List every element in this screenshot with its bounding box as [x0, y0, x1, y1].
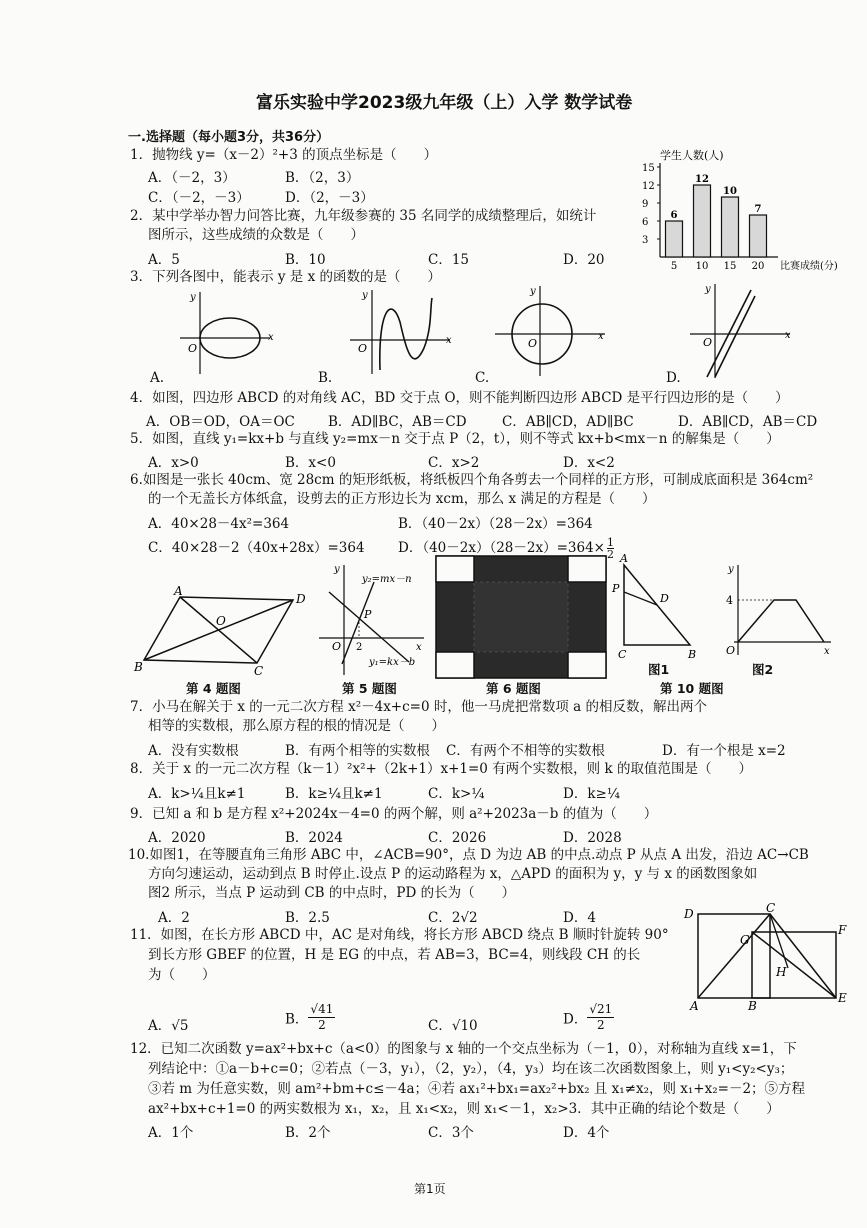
svg-text:x: x [268, 332, 274, 343]
q4-stem: 4．如图，四边形 ABCD 的对角线 AC，BD 交于点 O，则不能判断四边形 ABCD 是平行四边形的是（ ） [130, 390, 789, 406]
q11-stem-line3: 为（ ） [148, 967, 216, 983]
q1-option-d[interactable]: D．（2，－3） [285, 190, 374, 206]
q4-option-d[interactable]: D．AB∥CD，AB＝CD [678, 414, 818, 430]
q12-option-b[interactable]: B．2个 [285, 1125, 331, 1141]
q8-option-a[interactable]: A．k>¼且k≠1 [148, 786, 246, 802]
x-tick-label: 20 [751, 261, 765, 272]
caption-fig10-2: 图2 [752, 662, 774, 677]
y-tick-label: 15 [642, 163, 655, 174]
q6-option-d[interactable]: D．（40－2x）（28－2x）=364× $\frac{1}{2}$ [398, 536, 614, 561]
q1-option-c[interactable]: C．（－2，－3） [148, 190, 250, 206]
q10-stem-line1: 10.如图1，在等腰直角三角形 ABC 中，∠ACB=90°，点 D 为边 AB 的中点.动点 P 从点 A 出发，沿边 AC→CB [128, 847, 809, 863]
svg-text:A: A [174, 584, 183, 598]
page-title: 富乐实验中学2023级九年级（上）入学 数学试卷 [256, 93, 633, 113]
bar [750, 215, 767, 257]
figure-q10-graph [716, 560, 836, 660]
svg-text:O: O [726, 644, 736, 657]
svg-text:D: D [684, 907, 694, 921]
q5-option-a[interactable]: A．x>0 [148, 455, 199, 471]
q3-option-c[interactable]: C. [475, 370, 490, 386]
y-tick-label: 12 [642, 181, 655, 192]
q1-option-b[interactable]: B．（2，3） [285, 170, 360, 186]
bar [666, 221, 683, 257]
svg-text:F: F [838, 923, 847, 937]
svg-text:C: C [254, 664, 264, 678]
figure-q11-rectangles [680, 902, 850, 1014]
q5-option-d[interactable]: D．x<2 [563, 455, 615, 471]
bar-value-label: 7 [754, 204, 762, 215]
section-heading: 一.选择题（每小题3分，共36分） [128, 130, 330, 145]
bar-value-label: 12 [695, 174, 709, 185]
x-tick-label: 15 [723, 261, 737, 272]
svg-text:x: x [785, 330, 791, 341]
q3-graph-c[interactable] [490, 284, 610, 379]
svg-text:O: O [216, 614, 226, 628]
q11-option-b[interactable]: B． $\frac{√41}{2}$ [285, 1002, 334, 1032]
q12-option-a[interactable]: A．1个 [148, 1125, 194, 1141]
caption-fig4: 第 4 题图 [186, 681, 241, 696]
q2-bar-chart [620, 145, 850, 280]
q7-option-a[interactable]: A．没有实数根 [148, 743, 239, 759]
q10-option-a[interactable]: A．2 [158, 910, 190, 926]
q3-graph-d[interactable] [685, 282, 805, 382]
svg-text:O: O [528, 337, 538, 350]
corner-square [568, 556, 606, 582]
q5-stem: 5．如图，直线 y₁=kx+b 与直线 y₂=mx－n 交于点 P（2，t），则不等式 kx+b<mx－n 的解集是（ ） [130, 431, 780, 447]
chart-x-label: 比赛成绩(分) [780, 261, 838, 272]
svg-text:O: O [332, 640, 342, 653]
svg-text:G: G [740, 933, 750, 947]
svg-text:4: 4 [726, 594, 733, 607]
svg-text:D: D [296, 592, 306, 606]
svg-text:x: x [416, 642, 422, 653]
q4-option-b[interactable]: B．AD∥BC，AB＝CD [328, 414, 467, 430]
figure-q6-cardboard [436, 556, 606, 678]
svg-text:H: H [776, 965, 787, 979]
q10-stem-line3: 图2 所示，当点 P 运动到 CB 的中点时，PD 的长为（ ） [148, 885, 516, 901]
svg-text:B: B [134, 660, 143, 674]
q10-option-c[interactable]: C．2√2 [428, 910, 478, 926]
figure-q10-triangle [612, 550, 702, 660]
q4-option-a[interactable]: A．OB＝OD，OA＝OC [146, 414, 295, 430]
q1-option-a[interactable]: A．（－2，3） [148, 170, 236, 186]
q7-stem-line2: 相等的实数根，那么原方程的根的情况是（ ） [148, 718, 445, 734]
q3-graph-a[interactable] [160, 288, 280, 378]
q1-stem: 1．抛物线 y=（x－2）²+3 的顶点坐标是（ ） [130, 147, 438, 163]
svg-text:x: x [598, 331, 604, 342]
svg-text:P: P [364, 608, 372, 621]
svg-text:B: B [688, 648, 697, 661]
q6-option-a[interactable]: A．40×28－4x²=364 [148, 516, 290, 532]
caption-fig10-1: 图1 [648, 662, 670, 677]
q9-option-c[interactable]: C．2026 [428, 830, 487, 846]
wave-curve [380, 298, 432, 370]
q6-option-c[interactable]: C．40×28－2（40x+28x）=364 [148, 540, 365, 556]
q2-option-c[interactable]: C．15 [428, 252, 470, 268]
x-tick-label: 5 [670, 261, 678, 272]
q3-option-d[interactable]: D. [666, 370, 681, 386]
q3-option-b[interactable]: B. [318, 370, 333, 386]
q2-stem-line1: 2．某中学举办智力问答比赛，九年级参赛的 35 名同学的成绩整理后，如统计 [130, 208, 597, 224]
q5-option-c[interactable]: C．x>2 [428, 455, 480, 471]
corner-square [436, 556, 474, 582]
corner-square [436, 652, 474, 678]
q6-option-b[interactable]: B．（40－2x）（28－2x）=364 [398, 516, 593, 532]
q5-option-b[interactable]: B．x<0 [285, 455, 336, 471]
svg-text:C: C [766, 901, 776, 915]
q2-option-d[interactable]: D．20 [563, 252, 605, 268]
q8-option-b[interactable]: B．k≥¼且k≠1 [285, 786, 383, 802]
q4-option-c[interactable]: C．AB∥CD，AD∥BC [502, 414, 634, 430]
q2-stem-line2: 图所示，这些成绩的众数是（ ） [148, 227, 364, 243]
svg-text:y₂=mx－n: y₂=mx－n [362, 574, 412, 585]
svg-text:A: A [620, 552, 628, 565]
svg-text:y₁=kx－b: y₁=kx－b [369, 657, 416, 668]
q3-option-a[interactable]: A. [150, 370, 165, 386]
y-tick-label: 6 [642, 217, 649, 228]
svg-text:C: C [618, 648, 627, 661]
q8-option-c[interactable]: C．k>¼ [428, 786, 485, 802]
q8-option-d[interactable]: D．k≥¼ [563, 786, 620, 802]
q2-option-b[interactable]: B．10 [285, 252, 326, 268]
caption-fig10: 第 10 题图 [660, 681, 724, 696]
q2-option-a[interactable]: A．5 [148, 252, 180, 268]
q9-stem: 9．已知 a 和 b 是方程 x²+2024x－4=0 的两个解，则 a²+2023a－b 的值为（ ） [130, 806, 658, 822]
q10-option-d[interactable]: D．4 [563, 910, 596, 926]
x-tick-label: 10 [695, 261, 709, 272]
q12-stem-line4: ax²+bx+c+1=0 的两实数根为 x₁，x₂，且 x₁<x₂，则 x₁<－1，x₂>3．其中正确的结论个数是（ ） [148, 1101, 780, 1117]
svg-text:y: y [728, 564, 734, 575]
q10-option-b[interactable]: B．2.5 [285, 910, 330, 926]
q8-stem: 8．关于 x 的一元二次方程（k－1）²x²+（2k+1）x+1=0 有两个实数根，则 k 的取值范围是（ ） [130, 761, 752, 777]
chart-title: 学生人数(人) [660, 149, 724, 162]
svg-text:O: O [703, 336, 713, 349]
svg-text:x: x [446, 335, 452, 346]
q7-option-c[interactable]: C．有两个不相等的实数根 [446, 743, 605, 759]
q9-option-a[interactable]: A．2020 [148, 830, 206, 846]
svg-text:E: E [838, 991, 847, 1005]
q12-stem-line3: ③若 m 为任意实数，则 am²+bm+c≤－4a；④若 ax₁²+bx₁=ax₂²+bx₂ 且 x₁≠x₂，则 x₁+x₂=－2；⑤方程 [148, 1081, 806, 1097]
bar-value-label: 6 [670, 210, 678, 221]
svg-text:y: y [362, 290, 368, 301]
q7-option-d[interactable]: D．有一个根是 x=2 [662, 743, 786, 759]
q11-stem-line1: 11．如图，在长方形 ABCD 中，AC 是对角线，将长方形 ABCD 绕点 B 顺时针旋转 90° [130, 927, 669, 943]
q6-stem-line1: 6.如图是一张长 40cm、宽 28cm 的矩形纸板，将纸板四个角各剪去一个同样的正方形，可制成底面积是 364cm² [130, 472, 814, 488]
q9-option-b[interactable]: B．2024 [285, 830, 343, 846]
q12-option-d[interactable]: D．4个 [563, 1125, 610, 1141]
svg-text:O: O [358, 342, 368, 355]
svg-text:y: y [530, 286, 536, 297]
bar [722, 197, 739, 257]
q11-option-a[interactable]: A．√5 [148, 1018, 189, 1034]
q7-stem-line1: 7．小马在解关于 x 的一元二次方程 x²－4x+c=0 时，他一马虎把常数项 a 的相反数，解出两个 [130, 699, 707, 715]
q6-stem-line2: 的一个无盖长方体纸盒，设剪去的正方形边长为 xcm，那么 x 满足的方程是（ ） [148, 491, 656, 507]
y-tick-label: 3 [642, 235, 649, 246]
svg-text:y: y [705, 284, 711, 295]
page-number: 第1页 [414, 1182, 446, 1196]
bar-value-label: 10 [723, 186, 737, 197]
q12-option-c[interactable]: C．3个 [428, 1125, 474, 1141]
q3-stem: 3．下列各图中，能表示 y 是 x 的函数的是（ ） [130, 269, 441, 285]
q12-stem-line2: 列结论中：①a－b+c=0；②若点（－3，y₁），（2，y₂），（4，y₃）均在该二次函数图象上，则 y₁<y₂<y₃； [148, 1061, 794, 1077]
bar [694, 185, 711, 257]
figure-q5-lines [314, 560, 429, 680]
svg-text:B: B [748, 999, 757, 1013]
q7-option-b[interactable]: B．有两个相等的实数根 [285, 743, 430, 759]
fraction-denominator: 2 [606, 548, 614, 561]
svg-text:2: 2 [356, 642, 363, 653]
q11-option-c[interactable]: C．√10 [428, 1018, 478, 1034]
q3-graph-b[interactable] [340, 288, 460, 378]
svg-text:y: y [190, 292, 196, 303]
caption-fig6: 第 6 题图 [486, 681, 541, 696]
y-tick-label: 9 [642, 199, 649, 210]
svg-text:O: O [188, 342, 198, 355]
fraction-numerator: 1 [606, 536, 614, 549]
svg-text:D: D [660, 592, 669, 605]
svg-text:P: P [612, 582, 620, 595]
svg-text:x: x [824, 646, 830, 657]
q11-option-d[interactable]: D． $\frac{√21}{2}$ [563, 1002, 613, 1032]
q12-stem-line1: 12．已知二次函数 y=ax²+bx+c（a<0）的图象与 x 轴的一个交点坐标为（－1，0），对称轴为直线 x=1，下 [130, 1041, 797, 1057]
q10-stem-line2: 方向匀速运动，运动到点 B 时停止.设点 P 的运动路程为 x，△APD 的面积为 y，y 与 x 的函数图象如 [148, 866, 758, 882]
q9-option-d[interactable]: D．2028 [563, 830, 622, 846]
figure-q4-parallelogram [130, 585, 325, 680]
svg-text:A: A [690, 999, 699, 1013]
corner-square [568, 652, 606, 678]
q11-stem-line2: 到长方形 GBEF 的位置，H 是 EG 的中点，若 AB=3，BC=4，则线段 CH 的长 [148, 947, 641, 963]
caption-fig5: 第 5 题图 [342, 681, 397, 696]
svg-text:y: y [334, 564, 340, 575]
